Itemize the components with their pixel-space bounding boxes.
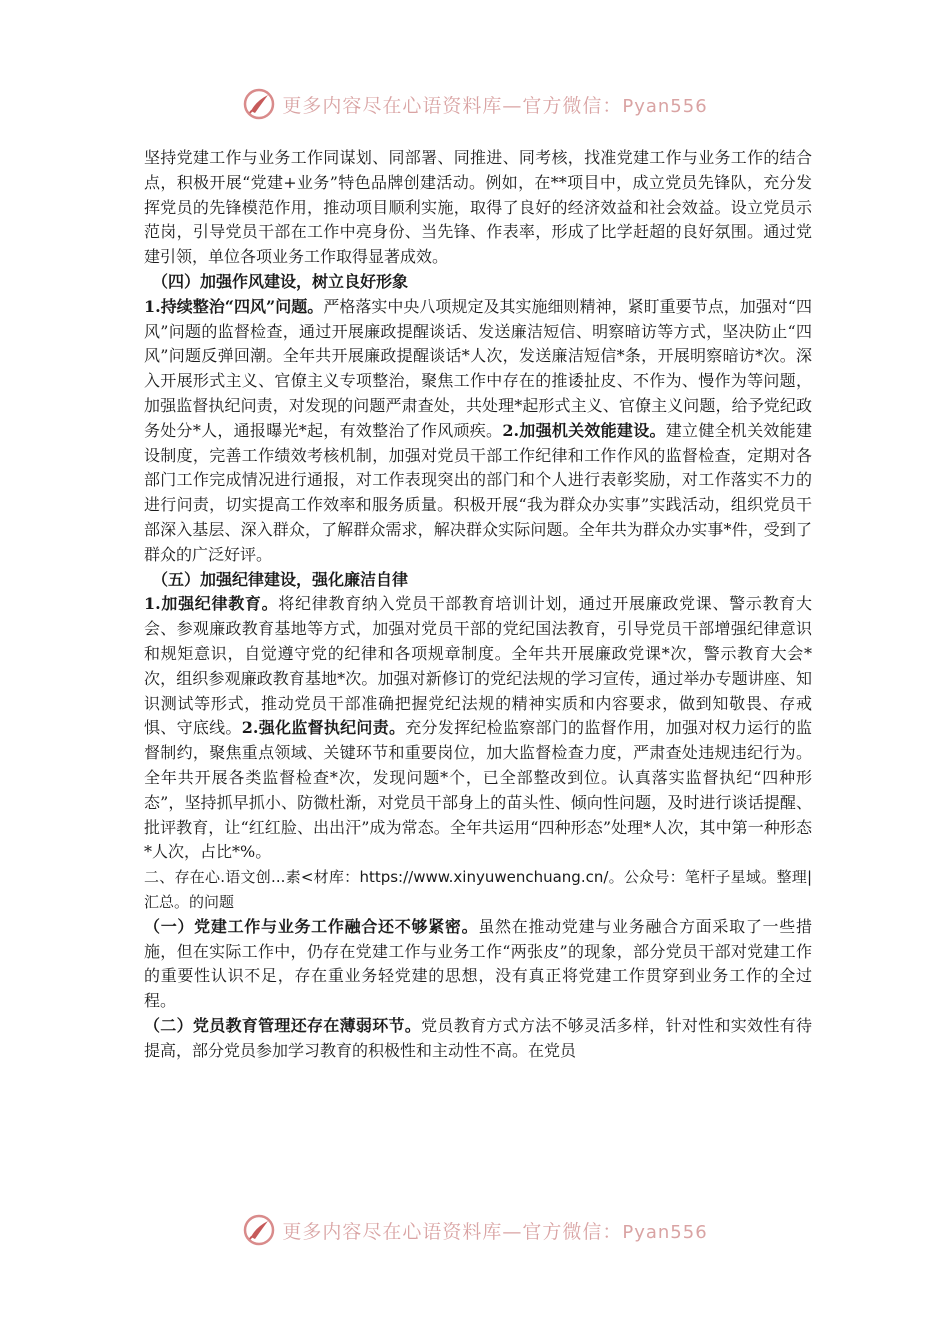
bold-lead: （二）党员教育管理还存在薄弱环节。 [144, 1015, 422, 1035]
chapter-heading: 二、存在心.语文创...素<材库：https://www.xinyuwenchuang.cn/。公众号：笔杆子星域。整理|汇总。的问题 [144, 868, 812, 911]
brush-logo-icon [242, 87, 276, 121]
document-body [144, 146, 812, 1063]
section-heading: （四）加强作风建设，树立良好形象 [152, 271, 409, 291]
bold-lead: （一）党建工作与业务工作融合还不够紧密。 [144, 916, 479, 936]
paragraph: 1.持续整治“四风”问题。严格落实中央八项规定及其实施细则精神，紧盯重要节点，加强对“四风”问题的监督检查，通过开展廉政提醒谈话、发送廉洁短信、明察暗访等方式，坚决防止“四风”问题反弹回潮。全年共开展廉政提醒谈话*人次，发送廉洁短信*条，开展明察暗访*次。深入开展形式主义、官僚主义专项整治，聚焦工作中存在的推诿扯皮、不作为、慢作为等问题，加强监督执纪问责，对发现的问题严肃查处，共处理*起形式主义、官僚主义问题，给予党纪政务处分*人，通报曝光*起，有效整治了作风顽疾。2.加强机关效能建设。建立健全机关效能建设制度，完善工作绩效考核机制，加强对党员干部工作纪律和工作作风的监督检查，定期对各部门工作完成情况进行通报，对工作表现突出的部门和个人进行表彰奖励，对工作落实不力的进行问责，切实提高工作效率和服务质量。积极开展“我为群众办实事”实践活动，组织党员干部深入基层、深入群众，了解群众需求，解决群众实际问题。全年共为群众办实事*件，受到了群众的广泛好评。 [144, 296, 812, 564]
bold-lead: 1.加强纪律教育。 [144, 594, 279, 614]
brush-logo-icon [242, 1213, 276, 1247]
paragraph: （二）党员教育管理还存在薄弱环节。党员教育方式方法不够灵活多样，针对性和实效性有待提高，部分党员参加学习教育的积极性和主动性不高。在党员 [144, 1015, 812, 1060]
paragraph: （一）党建工作与业务工作融合还不够紧密。虽然在推动党建与业务融合方面采取了一些措施，但在实际工作中，仍存在党建工作与业务工作“两张皮”的现象，部分党员干部对党建工作的重要性认识不足，存在重业务轻党建的思想，没有真正将党建工作贯穿到业务工作的全过程。 [144, 916, 812, 1011]
banner-text: 更多内容尽在心语资料库—官方微信：Pyan556 [282, 1220, 708, 1243]
section-heading: （五）加强纪律建设，强化廉洁自律 [152, 569, 409, 589]
footer-watermark-banner [0, 1210, 950, 1250]
banner-text: 更多内容尽在心语资料库—官方微信：Pyan556 [282, 94, 708, 117]
header-watermark-banner [0, 84, 950, 124]
bold-lead: 2.加强机关效能建设。 [502, 420, 666, 440]
paragraph: 1.加强纪律教育。将纪律教育纳入党员干部教育培训计划，通过开展廉政党课、警示教育大会、参观廉政教育基地等方式，加强对党员干部的党纪国法教育，引导党员干部增强纪律意识和规矩意识，自觉遵守党的纪律和各项规章制度。全年共开展廉政党课*次，警示教育大会*次，组织参观廉政教育基地*次。加强对新修订的党纪法规的学习宣传，通过举办专题讲座、知识测试等形式，推动党员干部准确把握党纪法规的精神实质和内容要求，做到知敬畏、存戒惧、守底线。2.强化监督执纪问责。充分发挥纪检监察部门的监督作用，加强对权力运行的监督制约，聚焦重点领域、关键环节和重要岗位，加大监督检查力度，严肃查处违规违纪行为。全年共开展各类监督检查*次，发现问题*个，已全部整改到位。认真落实监督执纪“四种形态”，坚持抓早抓小、防微杜渐，对党员干部身上的苗头性、倾向性问题，及时进行谈话提醒、批评教育，让“红红脸、出出汗”成为常态。全年共运用“四种形态”处理*人次，其中第一种形态*人次，占比*%。 [144, 594, 812, 862]
bold-lead: 1.持续整治“四风”问题。 [144, 296, 324, 316]
bold-lead: 2.强化监督执纪问责。 [241, 718, 406, 738]
paragraph: 坚持党建工作与业务工作同谋划、同部署、同推进、同考核，找准党建工作与业务工作的结合点，积极开展“党建+业务”特色品牌创建活动。例如，在**项目中，成立党员先锋队，充分发挥党员的先锋模范作用，推动项目顺利实施，取得了良好的经济效益和社会效益。设立党员示范岗，引导党员干部在工作中亮身份、当先锋、作表率，形成了比学赶超的良好氛围。通过党建引领，单位各项业务工作取得显著成效。 [144, 148, 812, 267]
